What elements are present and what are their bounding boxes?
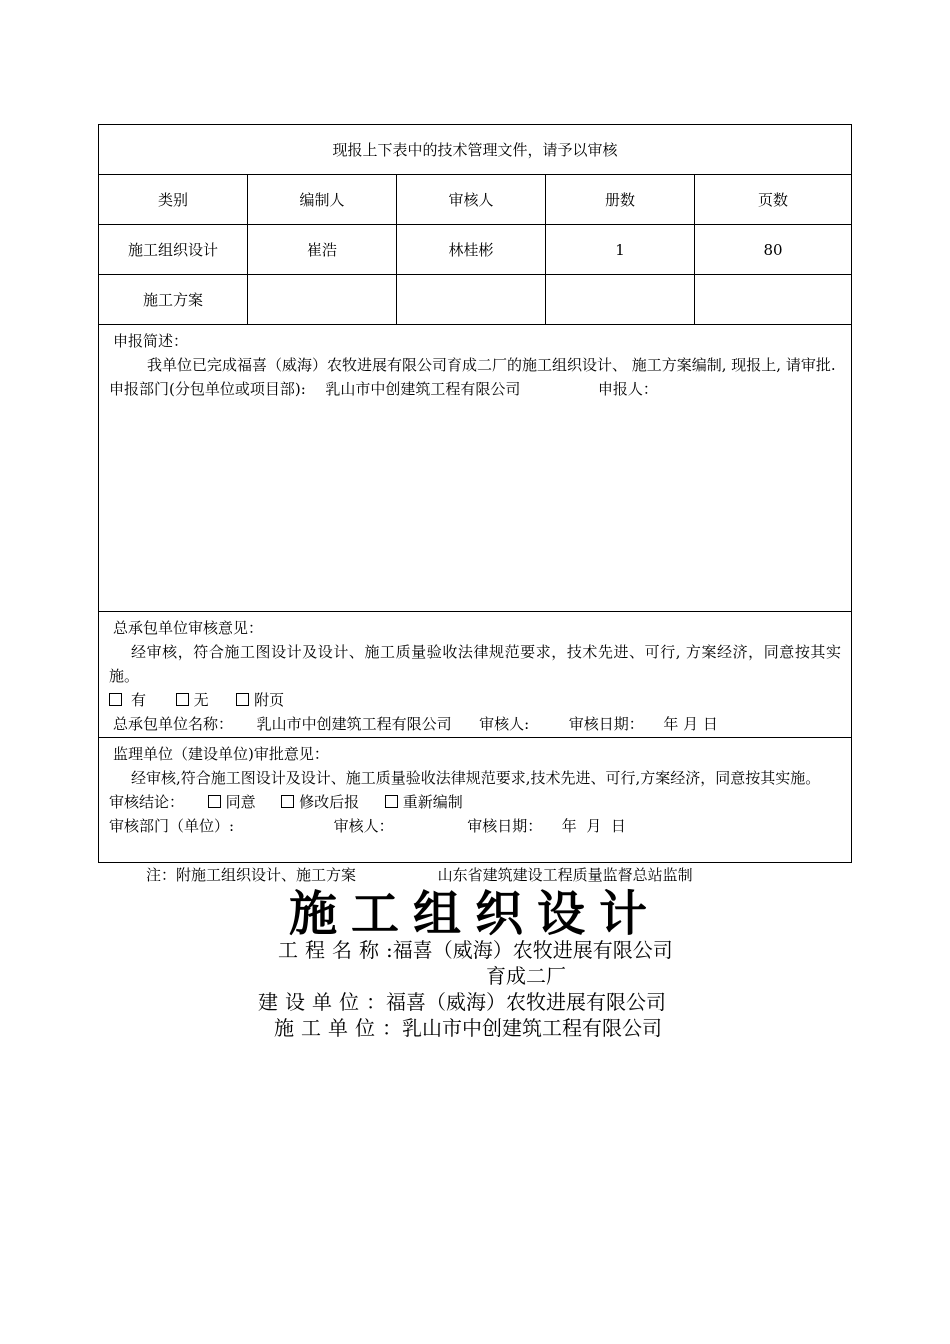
option-redo: 重新编制 xyxy=(402,793,463,811)
gc-unit-value: 乳山市中创建筑工程有限公司 xyxy=(256,715,452,733)
cell-pages xyxy=(695,275,851,324)
footnote-left: 注：附施工组织设计、施工方案 xyxy=(146,866,357,884)
gc-review-section xyxy=(99,612,851,738)
option-no: 无 xyxy=(193,691,209,709)
cover-owner-line xyxy=(258,989,666,1015)
cell-reviewer: 林桂彬 xyxy=(397,225,546,274)
column-header-category: 类别 xyxy=(99,175,248,224)
option-agree: 同意 xyxy=(225,793,256,811)
gc-review-title: 总承包单位审核意见： xyxy=(113,619,264,637)
column-header-author: 编制人 xyxy=(248,175,397,224)
owner-value: ：福喜（威海）农牧进展有限公司 xyxy=(366,990,666,1014)
owner-label: 建设单位 xyxy=(258,990,366,1014)
checkbox-attachment[interactable] xyxy=(236,693,249,706)
column-header-reviewer: 审核人 xyxy=(397,175,546,224)
cover-builder-line xyxy=(274,1015,662,1041)
apply-dept-label: 申报部门(分包单位或项目部): xyxy=(109,380,306,398)
supervision-date-value: 年 月 日 xyxy=(561,817,626,835)
option-attachment: 附页 xyxy=(254,691,285,709)
option-yes: 有 xyxy=(131,691,147,709)
gc-date-label: 审核日期： xyxy=(568,715,644,733)
column-header-volumes: 册数 xyxy=(546,175,695,224)
gc-signature-line xyxy=(109,712,841,736)
supervision-date-label: 审核日期： xyxy=(467,817,543,835)
project-label: 工程名称 xyxy=(278,938,386,962)
checkbox-agree[interactable] xyxy=(208,795,221,808)
apply-dept-line xyxy=(109,377,841,401)
form-header-text: 现报上下表中的技术管理文件，请予以审核 xyxy=(332,141,618,159)
builder-label: 施工单位 xyxy=(274,1016,382,1040)
cell-category: 施工方案 xyxy=(99,275,248,324)
supervision-title: 监理单位（建设单位)审批意见： xyxy=(113,745,329,763)
builder-value: ：乳山市中创建筑工程有限公司 xyxy=(382,1016,662,1040)
checkbox-no[interactable] xyxy=(176,693,189,706)
checkbox-redo[interactable] xyxy=(385,795,398,808)
applicant-label: 申报人： xyxy=(597,380,658,398)
supervision-reviewer-label: 审核人： xyxy=(333,817,394,835)
supervision-section xyxy=(99,738,851,862)
supervision-dept-label: 审核部门（单位）: xyxy=(109,817,235,835)
apply-title: 申报简述： xyxy=(113,332,189,350)
cell-author: 崔浩 xyxy=(248,225,397,274)
supervision-conclusion xyxy=(109,790,841,814)
cover-project-line xyxy=(278,937,673,963)
review-form xyxy=(98,124,852,863)
gc-options xyxy=(109,688,841,712)
conclusion-label: 审核结论： xyxy=(109,793,185,811)
gc-unit-label: 总承包单位名称： xyxy=(113,715,234,733)
gc-review-text: 经审核，符合施工图设计及设计、施工质量验收法律规范要求，技术先进、可行, 方案经济，同意按其实施。 xyxy=(109,643,841,685)
checkbox-yes[interactable] xyxy=(109,693,122,706)
apply-section xyxy=(99,325,851,612)
apply-text: 我单位已完成福喜（威海）农牧进展有限公司育成二厂的施工组织设计、 施工方案编制, 现报上, 请审批. xyxy=(147,356,836,374)
supervision-text: 经审核,符合施工图设计及设计、施工质量验收法律规范要求,技术先进、可行,方案经济，同意按其实施。 xyxy=(131,769,821,787)
table-row xyxy=(99,225,851,275)
footnote-right: 山东省建筑建设工程质量监督总站监制 xyxy=(437,866,693,884)
supervision-signature-line xyxy=(109,814,841,838)
column-header-pages: 页数 xyxy=(757,191,788,209)
gc-reviewer-label: 审核人: xyxy=(479,715,530,733)
cell-reviewer xyxy=(397,275,546,324)
project-value: :福喜（威海）农牧进展有限公司 xyxy=(386,938,673,962)
checkbox-revise[interactable] xyxy=(281,795,294,808)
project-value-2: 育成二厂 xyxy=(486,964,566,988)
cell-pages: 80 xyxy=(763,240,783,259)
table-header-row xyxy=(99,175,851,225)
cell-volumes: 1 xyxy=(546,225,695,274)
form-header xyxy=(99,125,851,175)
cell-volumes xyxy=(546,275,695,324)
apply-dept-value: 乳山市中创建筑工程有限公司 xyxy=(325,380,521,398)
option-revise: 修改后报 xyxy=(299,793,360,811)
gc-date-value: 年 月 日 xyxy=(663,715,718,733)
table-row xyxy=(99,275,851,325)
cover-project-line-2 xyxy=(486,963,566,989)
cell-category: 施工组织设计 xyxy=(99,225,248,274)
cover-title: 施工组织设计 xyxy=(288,886,661,942)
cell-author xyxy=(248,275,397,324)
